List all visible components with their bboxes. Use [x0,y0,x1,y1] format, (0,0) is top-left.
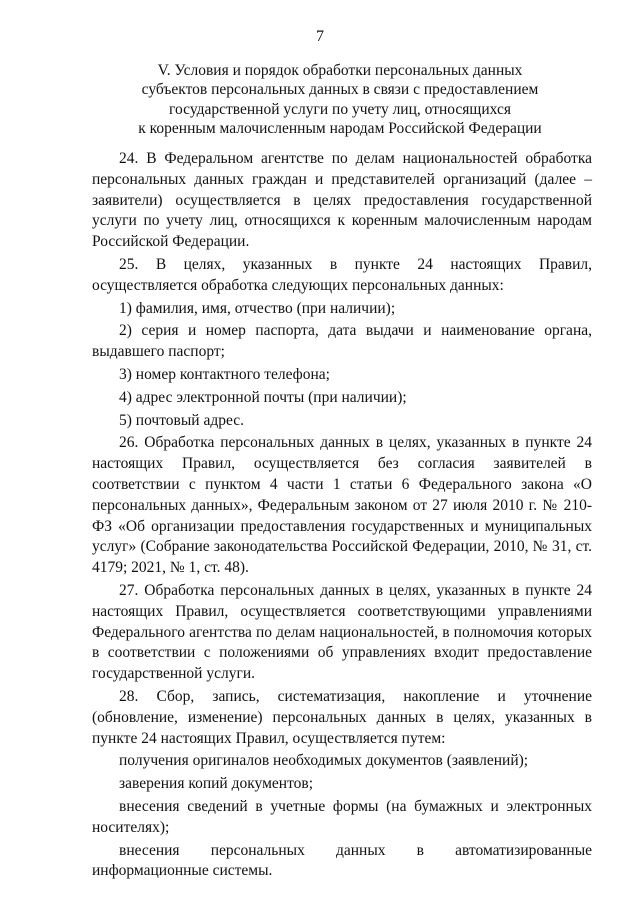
list-item: 5) почтовый адрес. [119,411,244,429]
page-number: 7 [316,28,324,45]
list-item: получения оригиналов необходимых документов (заявлений); [119,752,529,770]
list-item: внесения сведений в учетные формы (на бумажных и электронных носителях); [92,797,592,836]
paragraph-27: 27. Обработка персональных данных в целях, указанных в пункте 24 настоящих Правил, осуществляется соответствующими управлениями Федерального агентства по делам национальностей, в полномочия которых в соответствии с положениями об управлениях входит предоставление государственной услуги. [92,581,592,683]
list-item: 2) серия и номер паспорта, дата выдачи и наименование органа, выдавшего паспорт; [92,322,592,361]
paragraph-26: 26. Обработка персональных данных в целях, указанных в пункте 24 настоящих Правил, осуществляется без согласия заявителей в соответствии с пунктом 4 части 1 статьи 6 Федерального закона «О персональных данных», Федеральным законом от 27 июля 2010 г. № 210-ФЗ «Об организации предоставления государственных и муниципальных услуг» (Собрание законодательства Российской Федерации, 2010, № 31, ст. 4179; 2021, № 1, ст. 48). [92,434,592,577]
section-title-line: V. Условия и порядок обработки персональных данных [157,62,523,79]
paragraph-24: 24. В Федеральном агентстве по делам национальностей обработка персональных данных граждан и представителей организаций (далее – заявители) осуществляется в целях предоставления государственной услуги по учету лиц, относящихся к коренным малочисленным народам Российской Федерации. [92,150,592,251]
section-title-line: государственной услуги по учету лиц, относящихся [169,100,511,118]
section-title-line: к коренным малочисленным народам Российской Федерации [138,120,542,138]
list-item: внесения персональных данных в автоматизированные информационные системы. [92,841,592,880]
list-item: заверения копий документов; [119,775,314,793]
list-item: 4) адрес электронной почты (при наличии); [119,388,407,406]
paragraph-25: 25. В целях, указанных в пункте 24 настоящих Правил, осуществляется обработка следующих персональных данных: [92,255,592,294]
list-item: 3) номер контактного телефона; [119,365,330,383]
section-title-line: субъектов персональных данных в связи с предоставлением [141,81,539,99]
paragraph-28: 28. Сбор, запись, систематизация, накопление и уточнение (обновление, изменение) персональных данных в целях, указанных в пункте 24 настоящих Правил, осуществляется путем: [92,687,592,747]
list-item: 1) фамилия, имя, отчество (при наличии); [119,299,396,317]
document-body [92,149,592,884]
section-title [80,61,600,139]
